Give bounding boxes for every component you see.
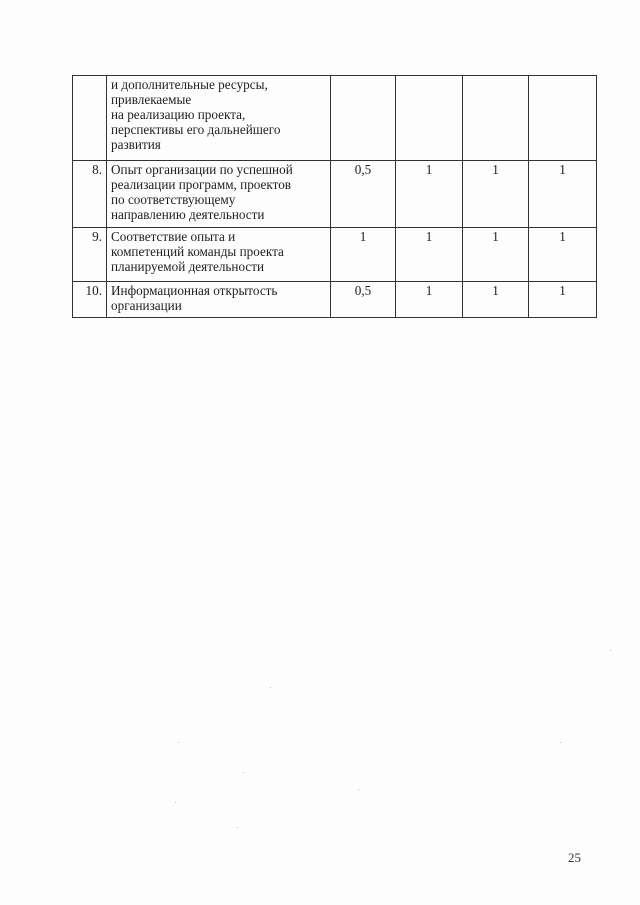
description-line: Опыт организации по успешной <box>111 162 293 177</box>
criterion-description <box>107 161 331 228</box>
scan-speck <box>243 772 244 773</box>
description-line: развития <box>111 137 161 152</box>
score-cell: 1 <box>331 228 396 282</box>
criteria-table <box>72 75 597 318</box>
row-number: 8. <box>73 161 107 228</box>
description-line: планируемой деятельности <box>111 259 265 274</box>
score-cell <box>331 76 396 161</box>
scan-speck <box>560 742 561 743</box>
score-cell: 0,5 <box>331 282 396 318</box>
table-row <box>73 282 597 318</box>
scan-speck <box>358 789 359 790</box>
score-cell <box>529 76 597 161</box>
score-cell: 1 <box>463 161 529 228</box>
score-cell: 1 <box>529 161 597 228</box>
description-line: организации <box>111 298 182 313</box>
criterion-description <box>107 76 331 161</box>
criterion-description <box>107 228 331 282</box>
scan-speck <box>610 650 611 651</box>
description-line: перспективы его дальнейшего <box>111 122 281 137</box>
score-cell: 1 <box>396 282 463 318</box>
row-number: 9. <box>73 228 107 282</box>
description-line: и дополнительные ресурсы, <box>111 77 268 92</box>
description-line: Соответствие опыта и <box>111 229 236 244</box>
scan-speck <box>178 742 179 743</box>
table-row <box>73 76 597 161</box>
description-line: компетенций команды проекта <box>111 244 284 259</box>
table-row <box>73 228 597 282</box>
score-cell: 0,5 <box>331 161 396 228</box>
description-line: по соответствующему <box>111 192 236 207</box>
table-row <box>73 161 597 228</box>
description-line: привлекаемые <box>111 92 192 107</box>
description-line: на реализацию проекта, <box>111 107 246 122</box>
scan-speck <box>175 802 176 803</box>
criterion-description <box>107 282 331 318</box>
score-cell: 1 <box>396 161 463 228</box>
description-line: направлению деятельности <box>111 207 265 222</box>
row-number: 10. <box>73 282 107 318</box>
score-cell <box>463 76 529 161</box>
page-number: 25 <box>568 850 581 865</box>
description-line: реализации программ, проектов <box>111 177 292 192</box>
score-cell: 1 <box>463 228 529 282</box>
row-number <box>73 76 107 161</box>
score-cell <box>396 76 463 161</box>
scan-speck <box>237 827 238 828</box>
score-cell: 1 <box>396 228 463 282</box>
score-cell: 1 <box>529 282 597 318</box>
scan-speck <box>270 687 271 688</box>
score-cell: 1 <box>463 282 529 318</box>
description-line: Информационная открытость <box>111 283 278 298</box>
score-cell: 1 <box>529 228 597 282</box>
